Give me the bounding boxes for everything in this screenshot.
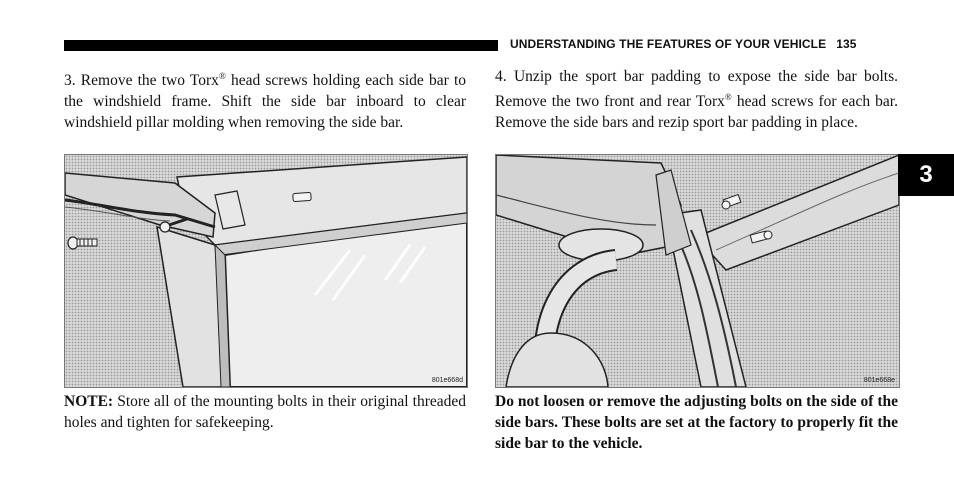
chapter-tab: 3 (898, 154, 954, 196)
figure-code: 801e668d (431, 377, 463, 384)
step-4-text-start: 4. Unzip the sport bar padding to expose the side bar bolts. Remove the two front and rear Torx (495, 68, 898, 111)
note-label: NOTE: (64, 393, 114, 410)
windshield-frame-drawing (65, 155, 467, 387)
note-paragraph (64, 391, 466, 433)
figure-code: 801e668e (863, 377, 895, 384)
step-4-text-end: head screws for each bar. Remove the side bars and rezip sport bar padding in place. (495, 93, 898, 132)
registered-trademark: ® (724, 92, 732, 102)
step-3-paragraph (64, 66, 466, 133)
page-number: 135 (836, 37, 857, 51)
header-rule (64, 40, 498, 51)
caution-paragraph: Do not loosen or remove the adjusting bolts on the side of the side bars. These bolts are set at the factory to properly fit the side bar to the vehicle. (495, 393, 898, 452)
sport-bar-drawing (496, 155, 899, 387)
note-text: Store all of the mounting bolts in their original threaded holes and tighten for safekeeping. (64, 393, 466, 431)
section-title: UNDERSTANDING THE FEATURES OF YOUR VEHICLE (510, 37, 827, 51)
step-4-paragraph (495, 66, 898, 133)
step-3-text-end: head screws holding each side bar to the windshield frame. Shift the side bar inboard to clear windshield pillar molding when removing the side bar. (64, 72, 466, 132)
windshield-side-bar-illustration (64, 154, 468, 388)
step-3-text-start: 3. Remove the two Torx (64, 72, 219, 90)
registered-trademark: ® (218, 71, 226, 81)
loose-screw-icon (68, 237, 97, 249)
side-bar-bolt-icon (722, 195, 741, 209)
sport-bar-padding-illustration (495, 154, 900, 388)
running-header (510, 37, 857, 51)
